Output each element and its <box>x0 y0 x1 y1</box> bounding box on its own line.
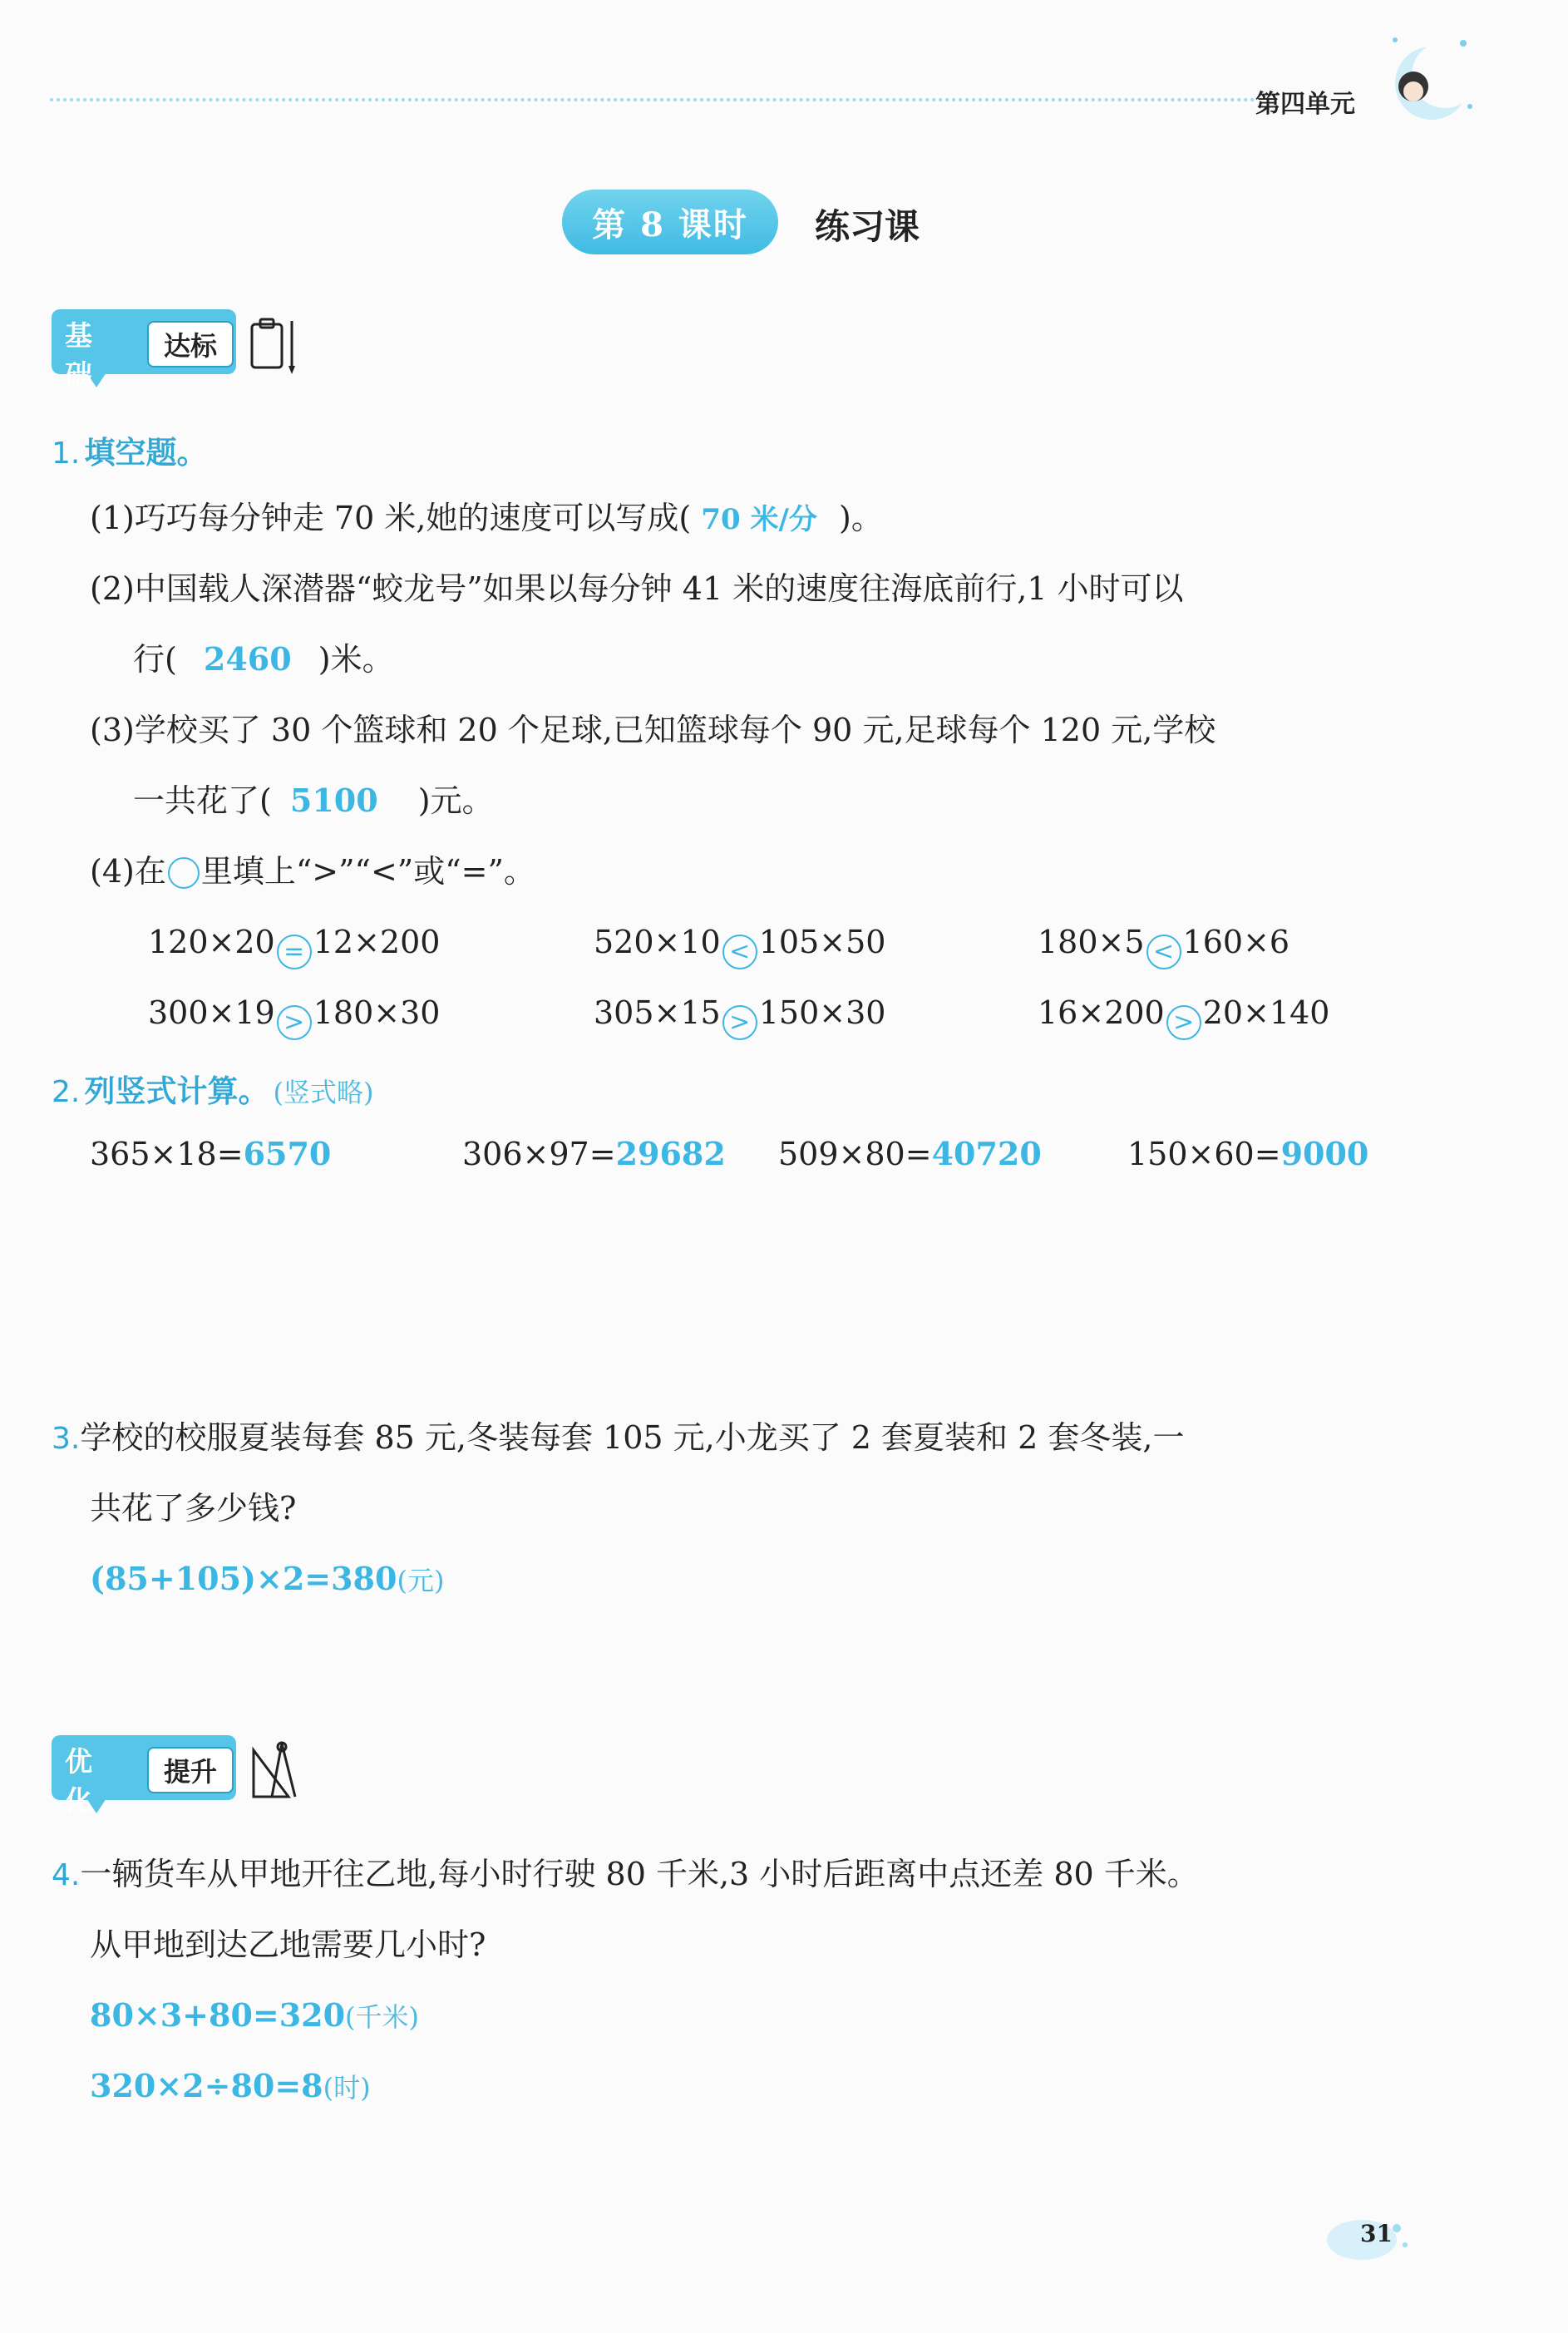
q3-text: 学校的校服夏装每套 85 元,冬装每套 105 元,小龙买了 2 套夏装和 2 套冬装,一 <box>80 1419 1185 1456</box>
compare-item <box>594 921 885 969</box>
q3-line2: 共花了多少钱? <box>90 1490 297 1527</box>
q1-part3-line1: (3)学校买了 30 个篮球和 20 个足球,已知篮球每个 90 元,足球每个 120 元,学校 <box>90 712 1216 748</box>
q1-part2-answer: 2460 <box>203 640 292 678</box>
q1-number: 1. <box>52 437 81 471</box>
q2-note: (竖式略) <box>273 1077 374 1108</box>
compare-right: 12×200 <box>313 924 441 960</box>
q1-part2-pre: 行( <box>133 641 177 678</box>
compare-right: 20×140 <box>1202 994 1330 1031</box>
calc-item <box>778 1133 1042 1175</box>
q1-part2-post: )米。 <box>318 641 394 678</box>
q1-heading <box>52 427 207 472</box>
q4-line1 <box>52 1853 1199 1896</box>
q4-number: 4. <box>52 1858 81 1892</box>
compare-left: 300×19 <box>148 994 275 1031</box>
q1-title: 填空题。 <box>84 435 208 471</box>
q3-line1 <box>52 1417 1184 1460</box>
lesson-badge: 第 8 课时 <box>562 190 778 254</box>
compare-symbol: = <box>277 935 312 969</box>
compare-item <box>148 921 440 969</box>
section-sub-label: 达标 <box>147 321 234 367</box>
q4-answer1-unit: (千米) <box>345 2001 420 2033</box>
ruler-compass-icon <box>247 1739 305 1805</box>
q3-answer-expr: (85+105)×2=380 <box>90 1560 397 1597</box>
compare-left: 16×200 <box>1038 994 1165 1031</box>
q1-part4-pre: (4)在 <box>90 853 166 890</box>
calc-item <box>462 1133 726 1175</box>
blank-circle-icon <box>168 857 200 889</box>
q4-answer2-unit: (时) <box>323 2072 371 2104</box>
compare-right: 105×50 <box>758 924 886 960</box>
q1-part2-line2 <box>133 639 394 680</box>
q3-number: 3. <box>52 1422 81 1456</box>
calc-answer: 29682 <box>615 1135 726 1172</box>
q1-part1-text: (1)巧巧每分钟走 70 米,她的速度可以写成( <box>90 500 692 536</box>
compare-left: 305×15 <box>594 994 721 1031</box>
calc-answer: 6570 <box>243 1135 332 1172</box>
compare-symbol: > <box>1166 1005 1201 1040</box>
compare-symbol: < <box>722 935 757 969</box>
unit-label: 第四单元 <box>1255 90 1355 119</box>
header-divider <box>50 98 1255 101</box>
q4-text: 一辆货车从甲地开往乙地,每小时行驶 80 千米,3 小时后距离中点还差 80 千米。 <box>80 1856 1199 1892</box>
q1-part3-answer: 5100 <box>289 782 378 819</box>
clipboard-icon <box>247 313 305 379</box>
calc-item <box>1127 1133 1368 1175</box>
compare-left: 120×20 <box>148 924 275 960</box>
q1-part3-line2 <box>133 780 494 821</box>
calc-expression: 365×18= <box>90 1136 244 1172</box>
compare-symbol: > <box>722 1005 757 1040</box>
compare-left: 520×10 <box>594 924 721 960</box>
page-number: 31 <box>1360 2220 1393 2247</box>
section-sub-label: 提升 <box>147 1747 234 1793</box>
section-main-label: 优化 <box>65 1745 92 1817</box>
compare-symbol: > <box>277 1005 312 1040</box>
q1-part3-pre: 一共花了( <box>133 782 272 819</box>
q2-title: 列竖式计算。 <box>84 1073 269 1109</box>
compare-left: 180×5 <box>1038 924 1145 960</box>
calc-item <box>90 1133 331 1175</box>
compare-item <box>1038 921 1289 969</box>
q1-part4-post: 里填上“>”“<”或“=”。 <box>200 853 535 890</box>
q2-number: 2. <box>52 1075 81 1109</box>
q3-answer-unit: (元) <box>397 1565 445 1596</box>
q1-part1 <box>90 497 883 540</box>
q4-answer1 <box>90 1995 419 2038</box>
q1-part1-close: )。 <box>839 500 883 536</box>
q4-answer2-expr: 320×2÷80=8 <box>90 2067 323 2104</box>
calc-expression: 306×97= <box>462 1136 616 1172</box>
compare-item <box>148 992 440 1040</box>
calc-expression: 509×80= <box>778 1136 932 1172</box>
compare-symbol: < <box>1146 935 1181 969</box>
q4-answer2 <box>90 2065 371 2109</box>
q1-part4 <box>90 851 535 892</box>
q4-line2: 从甲地到达乙地需要几小时? <box>90 1926 486 1963</box>
compare-right: 150×30 <box>758 994 886 1031</box>
q1-part2-line1: (2)中国载人深潜器“蛟龙号”如果以每分钟 41 米的速度往海底前行,1 小时可以 <box>90 570 1184 607</box>
compare-item <box>1038 992 1329 1040</box>
q3-answer <box>90 1558 444 1601</box>
calc-answer: 9000 <box>1280 1135 1369 1172</box>
calc-answer: 40720 <box>931 1135 1042 1172</box>
compare-right: 160×6 <box>1182 924 1290 960</box>
compare-right: 180×30 <box>313 994 441 1031</box>
compare-item <box>594 992 885 1040</box>
q1-part3-post: )元。 <box>417 782 494 819</box>
q1-part1-answer: 70 米/分 <box>701 503 817 536</box>
q4-answer1-expr: 80×3+80=320 <box>90 1996 346 2034</box>
calc-expression: 150×60= <box>1127 1136 1281 1172</box>
lesson-title: 练习课 <box>815 206 920 247</box>
section-main-label: 基础 <box>65 319 92 391</box>
q2-heading <box>52 1066 374 1111</box>
moon-mascot-icon <box>1380 23 1480 131</box>
